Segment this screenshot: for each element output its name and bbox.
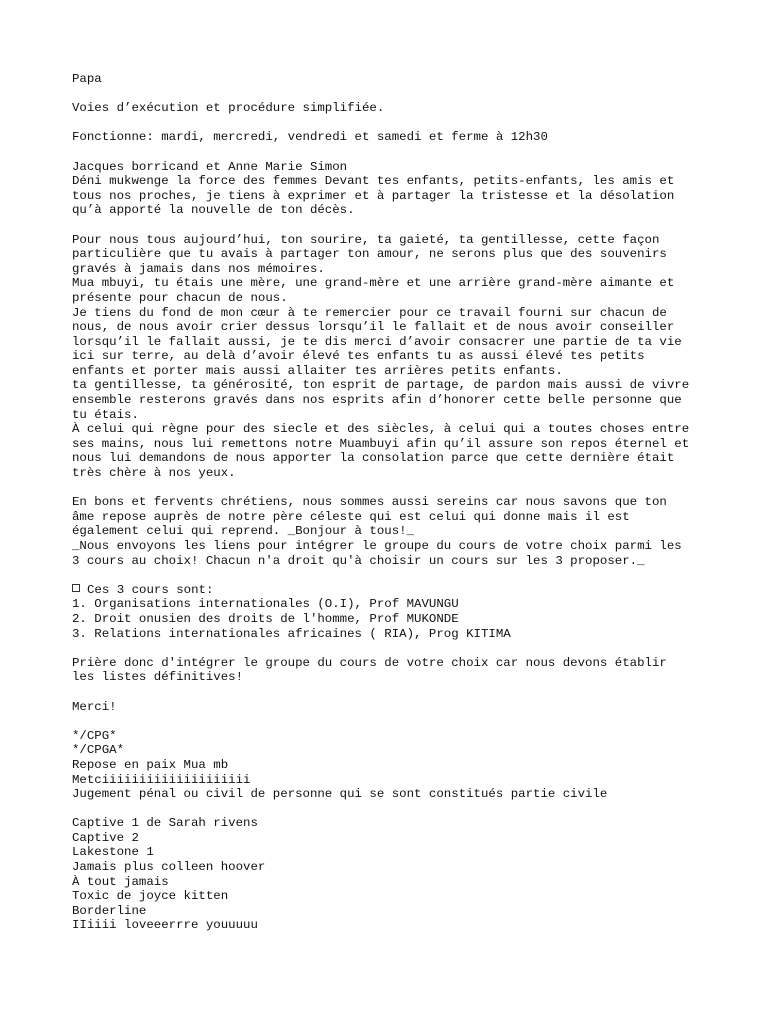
bullet-line	[72, 583, 712, 598]
text-line: 2. Droit onusien des droits de l'homme, Prof MUKONDE	[72, 611, 459, 626]
text-line: Toxic de joyce kitten	[72, 889, 229, 904]
text-line: tu étais.	[72, 407, 139, 422]
document-text-block	[72, 72, 712, 583]
text-line: Pour nous tous aujourd’hui, ton sourire, ta gaieté, ta gentillesse, cette façon	[72, 232, 660, 247]
blank-line	[72, 568, 712, 583]
text-line: Déni mukwenge la force des femmes Devant tes enfants, petits-enfants, les amis et	[72, 174, 675, 189]
text-line: particulière que tu avais à partager ton amour, ne serons plus que des souvenirs	[72, 247, 667, 262]
bullet-line-text: Ces 3 cours sont:	[87, 582, 214, 597]
text-line: enfants et porter mais aussi allaiter tes arrières petits enfants.	[72, 363, 563, 378]
text-line: À tout jamais	[72, 874, 169, 889]
text-line: À celui qui règne pour des siecle et des siècles, à celui qui a toutes choses entre	[72, 422, 690, 437]
text-line: âme repose auprès de notre père céleste qui est celui qui donne mais il est	[72, 509, 630, 524]
text-line: */CPGA*	[72, 743, 125, 758]
blank-line	[72, 87, 712, 102]
blank-line	[72, 145, 712, 160]
text-line: nous, de nous avoir crier dessus lorsqu’il le fallait et de nous avoir conseiller	[72, 320, 675, 335]
text-line: ensemble resterons gravés dans nos esprits afin d’honorer cette belle personne que	[72, 393, 682, 408]
text-line: 3 cours au choix! Chacun n'a droit qu'à choisir un cours sur les 3 proposer._	[72, 553, 645, 568]
text-line: Repose en paix Mua mb	[72, 757, 229, 772]
text-line: très chère à nos yeux.	[72, 466, 236, 481]
blank-line	[72, 714, 712, 729]
blank-line	[72, 116, 712, 131]
text-line: Mua mbuyi, tu étais une mère, une grand-mère et une arrière grand-mère aimante et	[72, 276, 675, 291]
text-line: Captive 2	[72, 830, 139, 845]
document-text-block-2	[72, 597, 712, 933]
blank-line	[72, 685, 712, 700]
text-line: lorsqu’il le fallait aussi, je te dis merci d’avoir consacrer une partie de ta vie	[72, 334, 682, 349]
text-line: gravés à jamais dans nos mémoires.	[72, 261, 325, 276]
text-line: 1. Organisations internationales (O.I), Prof MAVUNGU	[72, 597, 459, 612]
text-line: les listes définitives!	[72, 670, 244, 685]
text-line: 3. Relations internationales africaines ( RIA), Prog KITIMA	[72, 626, 511, 641]
document-page	[72, 72, 712, 933]
box-bullet-icon	[72, 584, 80, 592]
text-line: nous lui demandons de nous apporter la consolation parce que cette dernière était	[72, 451, 675, 466]
text-line: ses mains, nous lui remettons notre Muambuyi afin qu’il assure son repos éternel et	[72, 436, 690, 451]
text-line: tous nos proches, je tiens à exprimer et à partager la tristesse et la désolation	[72, 188, 675, 203]
blank-line	[72, 481, 712, 496]
text-line: également celui qui reprend. _Bonjour à tous!_	[72, 524, 415, 539]
text-line: ta gentillesse, ta générosité, ton esprit de partage, de pardon mais aussi de vivre	[72, 378, 690, 393]
text-line: Merci!	[72, 699, 117, 714]
text-line: Je tiens du fond de mon cœur à te remercier pour ce travail fourni sur chacun de	[72, 305, 667, 320]
text-line: En bons et fervents chrétiens, nous sommes aussi sereins car nous savons que ton	[72, 495, 667, 510]
text-line: Prière donc d'intégrer le groupe du cours de votre choix car nous devons établir	[72, 655, 667, 670]
text-line: Metciiiiiiiiiiiiiiiiiiii	[72, 772, 251, 787]
blank-line	[72, 802, 712, 817]
text-line: */CPG*	[72, 728, 117, 743]
text-line: Lakestone 1	[72, 845, 154, 860]
text-line: Jugement pénal ou civil de personne qui se sont constitués partie civile	[72, 787, 608, 802]
text-line: Papa	[72, 72, 102, 86]
text-line: Voies d’exécution et procédure simplifiée.	[72, 101, 385, 116]
text-line: Borderline	[72, 903, 147, 918]
text-line: _Nous envoyons les liens pour intégrer le groupe du cours de votre choix parmi les	[72, 539, 682, 553]
text-line: ici sur terre, au delà d’avoir élevé tes enfants tu as aussi élevé tes petits	[72, 349, 645, 364]
text-line: Fonctionne: mardi, mercredi, vendredi et samedi et ferme à 12h30	[72, 130, 548, 145]
blank-line	[72, 641, 712, 656]
text-line: Jamais plus colleen hoover	[72, 860, 266, 875]
text-line: IIiiii loveeerrre youuuuu	[72, 918, 258, 933]
blank-line	[72, 218, 712, 233]
text-line: qu’à apporté la nouvelle de ton décès.	[72, 203, 355, 218]
text-line: Captive 1 de Sarah rivens	[72, 816, 258, 831]
text-line: Jacques borricand et Anne Marie Simon	[72, 159, 348, 174]
text-line: présente pour chacun de nous.	[72, 290, 288, 305]
